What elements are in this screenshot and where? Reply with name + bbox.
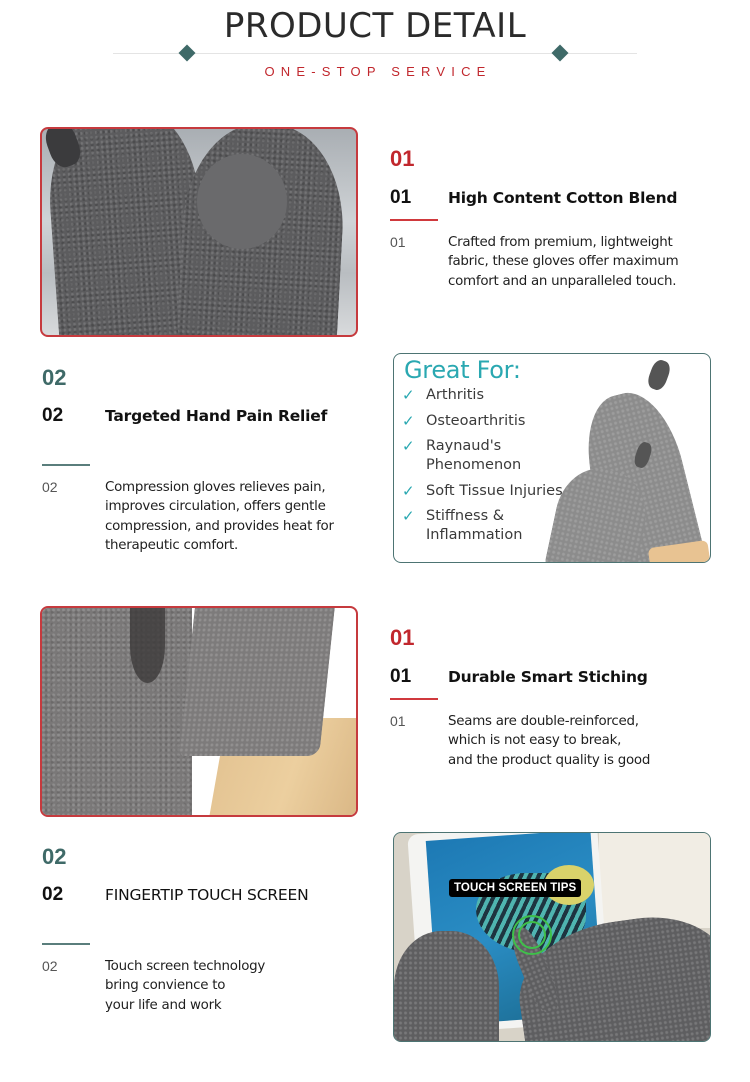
touch-ripple-icon (518, 921, 546, 949)
feature-title: High Content Cotton Blend (448, 189, 678, 207)
diamond-icon (179, 45, 196, 62)
check-icon: ✓ (402, 411, 415, 430)
glove-cuff-photo (40, 606, 358, 817)
glove-fingertip (645, 358, 672, 392)
page-subtitle: ONE-STOP SERVICE (264, 64, 492, 79)
list-item: ✓ Raynaud's Phenomenon (402, 437, 522, 473)
feature-title: Targeted Hand Pain Relief (105, 407, 328, 425)
feature-number: 02 (42, 884, 64, 905)
check-icon: ✓ (402, 386, 415, 404)
feature-description: Compression gloves relieves pain, improves circulation, offers gentle compression, and provides heat for therapeutic comfort. (105, 480, 334, 554)
feature-divider (390, 698, 438, 700)
glove-hand-left (394, 931, 499, 1042)
glove-fold (197, 154, 287, 249)
feature-block-touch-screen (42, 844, 382, 1024)
glove-palm (42, 608, 192, 817)
check-icon: ✓ (402, 437, 415, 455)
great-for-title: Great For: (404, 356, 521, 384)
glove-cuff (179, 608, 335, 756)
touch-screen-label: TOUCH SCREEN TIPS (449, 879, 581, 897)
feature-description: Crafted from premium, lightweight fabric, these gloves offer maximum comfort and an unparalleled touch. (448, 235, 679, 289)
feature-divider (42, 464, 90, 466)
feature-title: FINGERTIP TOUCH SCREEN (105, 886, 309, 904)
feature-small-number: 01 (390, 234, 406, 250)
feature-big-number: 01 (390, 146, 415, 171)
feature-big-number: 02 (42, 365, 67, 390)
feature-description: Touch screen technology bring convience to your life and work (105, 959, 266, 1013)
feature-block-pain-relief (42, 365, 382, 565)
feature-block-stitching (390, 625, 730, 785)
check-icon: ✓ (402, 507, 415, 525)
gloves-photo-cotton (40, 127, 358, 337)
feature-divider (390, 219, 438, 221)
touch-screen-photo (393, 832, 711, 1042)
handwritten-paper (599, 833, 711, 928)
diamond-icon (552, 45, 569, 62)
feature-big-number: 02 (42, 844, 67, 869)
list-item: ✓ Soft Tissue Injuries (402, 481, 563, 500)
great-for-list (402, 386, 563, 552)
page-title: PRODUCT DETAIL (223, 6, 527, 46)
feature-divider (42, 943, 90, 945)
feature-small-number: 01 (390, 713, 406, 729)
feature-number: 01 (390, 187, 412, 208)
great-for-card (393, 353, 711, 563)
feature-block-cotton (390, 146, 730, 306)
feature-description: Seams are double-reinforced, which is not easy to break, and the product quality is good (448, 714, 651, 768)
list-item: ✓ Osteoarthritis (402, 411, 526, 430)
feature-big-number: 01 (390, 625, 415, 650)
feature-small-number: 02 (42, 479, 58, 495)
feature-small-number: 02 (42, 958, 58, 974)
list-item: ✓ Stiffness & Inflammation (402, 507, 523, 543)
list-item: ✓ Arthritis (402, 386, 485, 404)
feature-title: Durable Smart Stiching (448, 668, 648, 686)
check-icon: ✓ (402, 481, 415, 500)
feature-number: 02 (42, 405, 64, 426)
feature-number: 01 (390, 666, 412, 687)
glove-shadow (130, 608, 165, 683)
